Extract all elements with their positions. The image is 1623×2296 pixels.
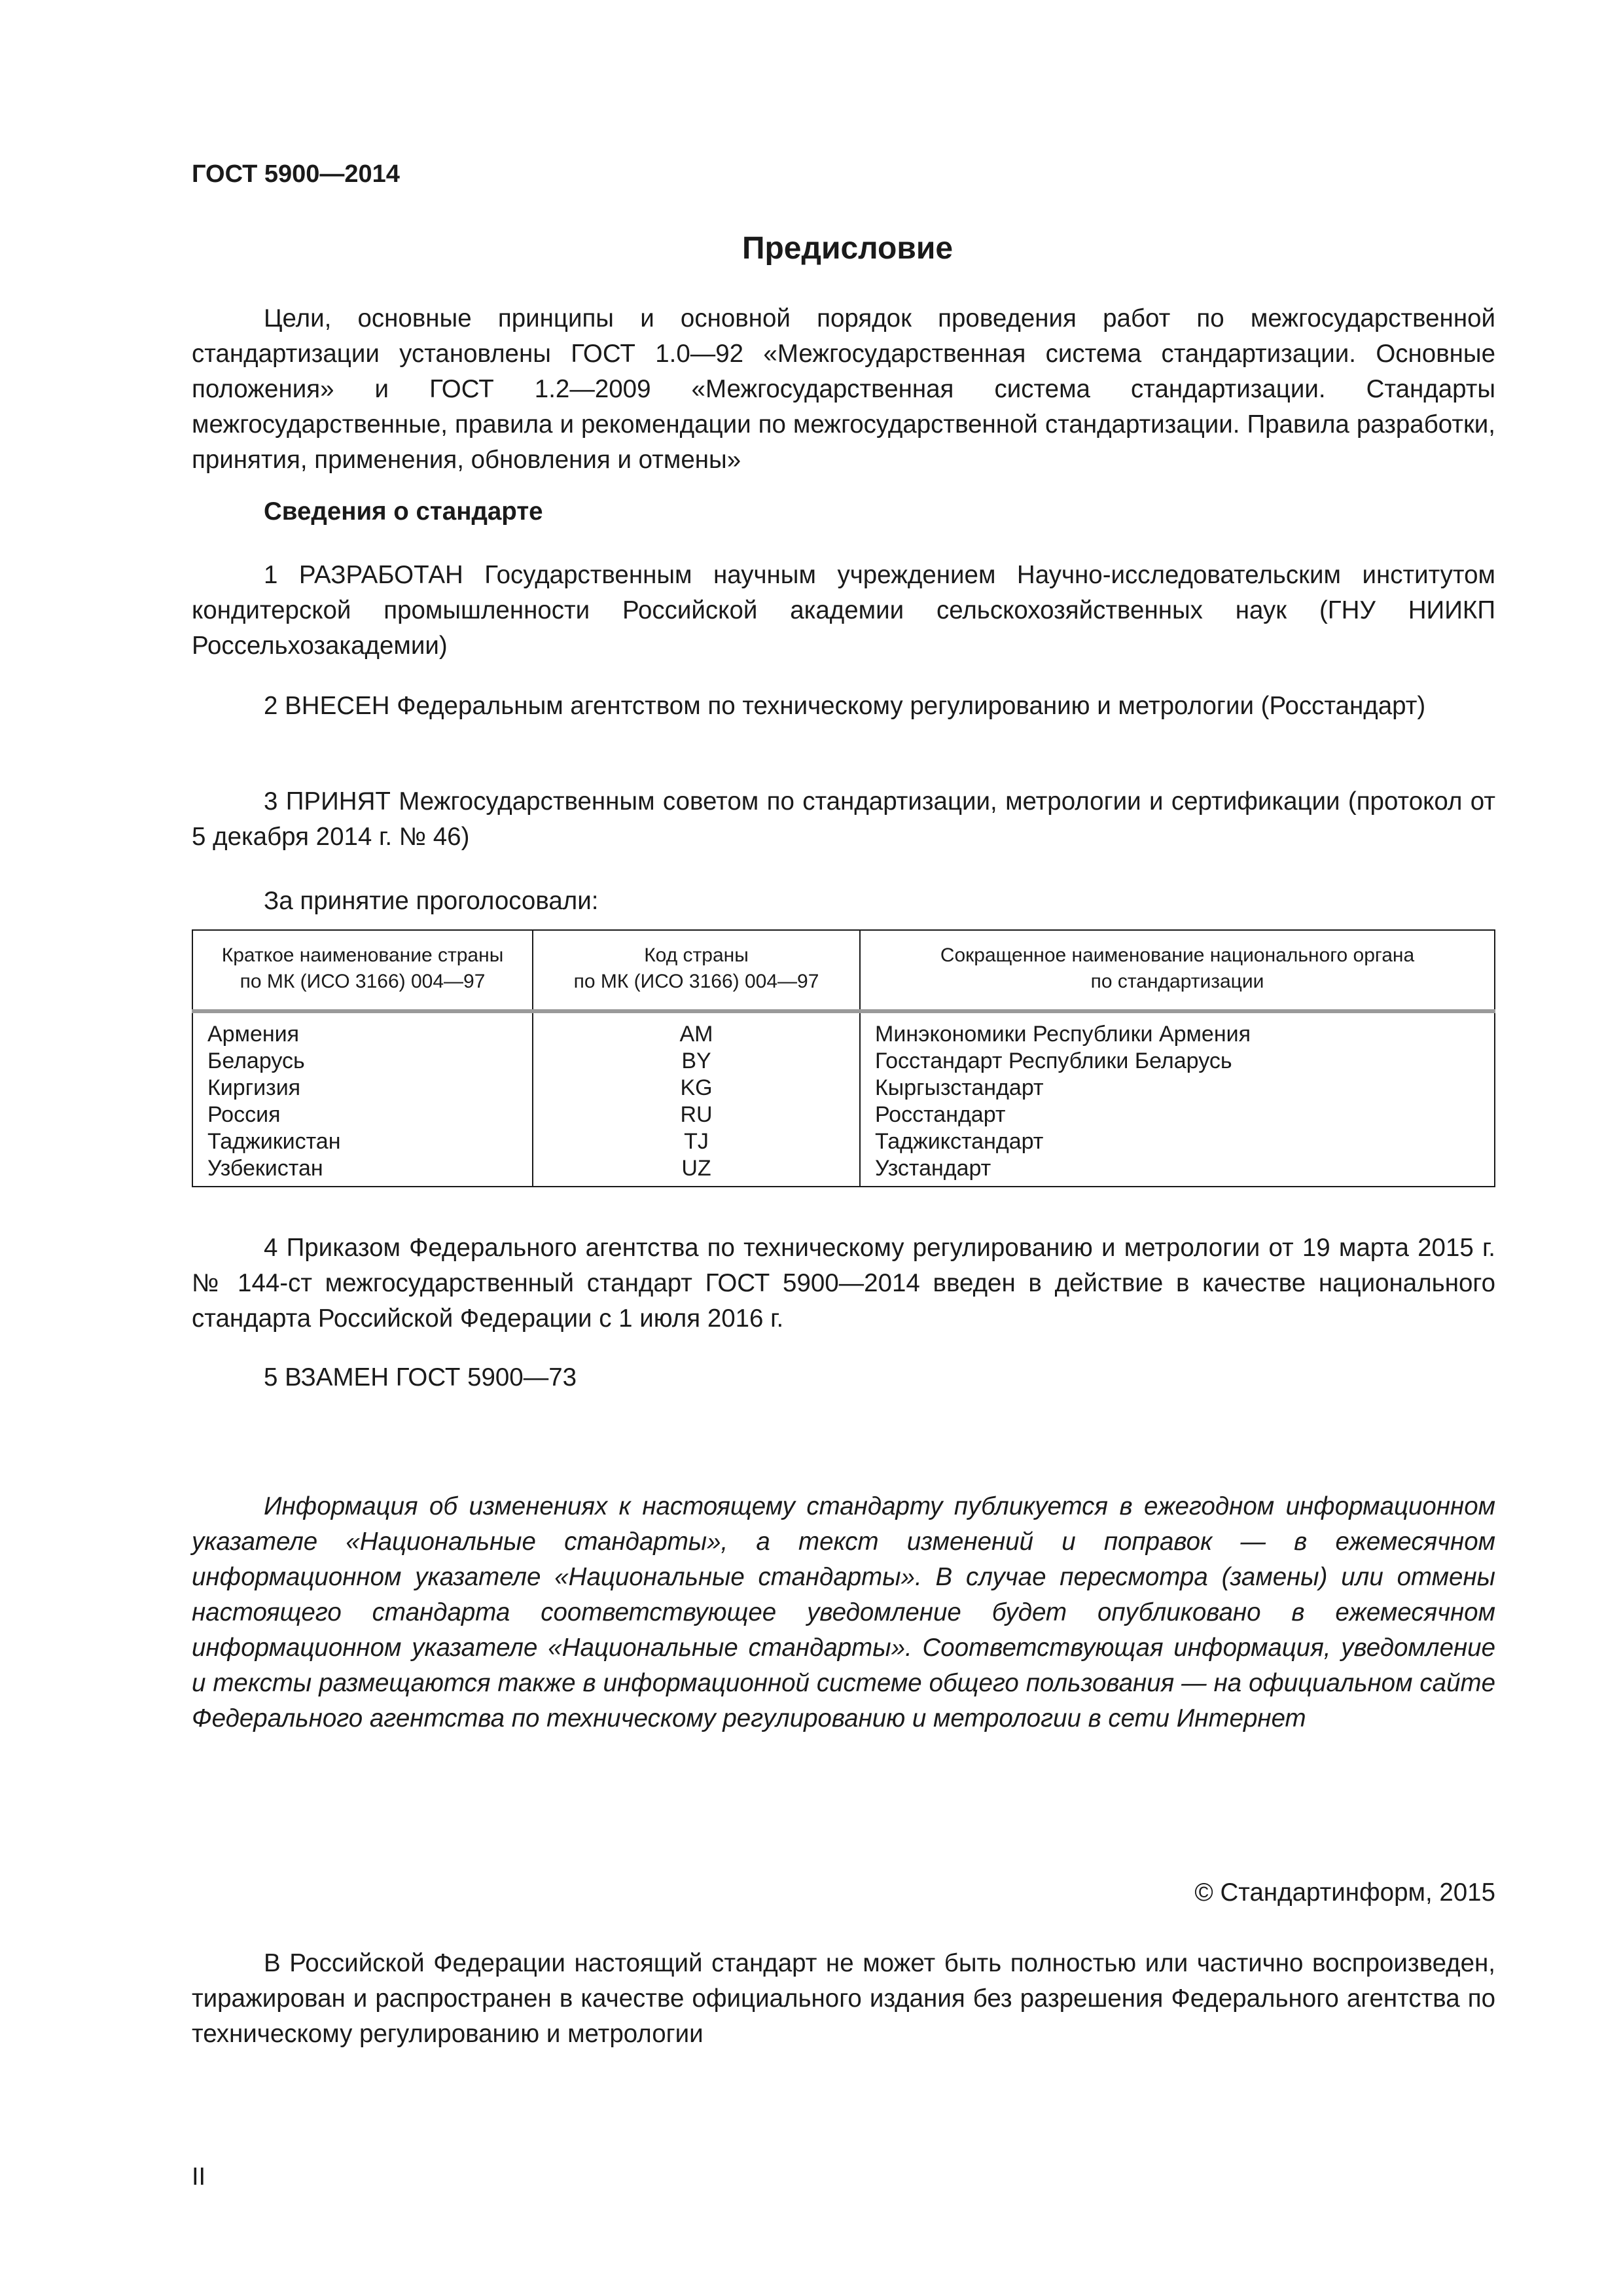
copyright: © Стандартинформ, 2015 [1194,1878,1495,1907]
country-name: Узбекистан [192,1155,533,1187]
page-number: II [192,2163,206,2191]
item-enacted: 4 Приказом Федерального агентства по техническому регулированию и метрологии от 19 марта 2015 г. № 144-ст межгосударственный стандарт ГОСТ 5900—2014 введен в действие в качестве национального стандарта Российской Федерации с 1 июля 2016 г. [192,1234,1495,1333]
table-row [192,1155,1495,1187]
table-row [192,1128,1495,1155]
country-name: Беларусь [192,1048,533,1075]
item-submitted: 2 ВНЕСЕН Федеральным агентством по техническому регулированию и метрологии (Росстандарт) [264,692,1426,720]
voting-countries-table [192,929,1495,1187]
document-id-header: ГОСТ 5900—2014 [192,160,400,188]
country-name: Россия [192,1102,533,1128]
country-code: RU [533,1102,860,1128]
country-name: Таджикистан [192,1128,533,1155]
country-name: Армения [192,1011,533,1048]
item-replaces: 5 ВЗАМЕН ГОСТ 5900—73 [264,1363,577,1391]
country-code: TJ [533,1128,860,1155]
vote-label: За принятие проголосовали: [264,887,599,915]
header-country-name: Краткое наименование страны по МК (ИСО 3166) 004—97 [192,930,533,1011]
national-body: Узстандарт [875,1156,991,1181]
table-row [192,1075,1495,1102]
standard-info-heading: Сведения о стандарте [264,497,543,526]
table-row [192,1102,1495,1128]
table-row [192,1048,1495,1075]
country-name: Киргизия [192,1075,533,1102]
country-code: UZ [533,1155,860,1187]
changes-notice: Информация об изменениях к настоящему стандарту публикуется в ежегодном информационном указателе «Национальные стандарты», а текст изменений и поправок — в ежемесячном информационном указателе «Национальные стандарты». В случае пересмотра (замены) или отмены настоящего стандарта соответствующее уведомление будет опубликовано в ежемесячном информационном указателе «Национальные стандарты». Соответствующая информация, уведомление и тексты размещаются также в информационной системе общего пользования — на официальном сайте Федерального агентства по техническому регулированию и метрологии в сети Интернет [192,1492,1495,1732]
country-code: BY [533,1048,860,1075]
table-row [192,1011,1495,1048]
national-body: Госстандарт Республики Беларусь [875,1049,1232,1073]
page-title: Предисловие [741,231,954,266]
national-body: Росстандарт [875,1102,1006,1127]
national-body: Минэкономики Республики Армения [875,1022,1251,1047]
table-header-row [192,930,1495,1011]
item-developed: 1 РАЗРАБОТАН Государственным научным учреждением Научно-исследовательским институтом кондитерской промышленности Российской академии сельскохозяйственных наук (ГНУ НИИКП Россельхозакадемии) [192,561,1495,660]
intro-paragraph: Цели, основные принципы и основной порядок проведения работ по межгосударственной стандартизации установлены ГОСТ 1.0—92 «Межгосударственная система стандартизации. Основные положения» и ГОСТ 1.2—2009 «Межгосударственная система стандартизации. Стандарты межгосударственные, правила и рекомендации по межгосударственной стандартизации. Правила разработки, принятия, применения, обновления и отмены» [192,304,1495,474]
item-adopted: 3 ПРИНЯТ Межгосударственным советом по стандартизации, метрологии и сертификации (протокол от 5 декабря 2014 г. № 46) [192,787,1495,851]
reproduction-restriction: В Российской Федерации настоящий стандарт не может быть полностью или частично воспроизведен, тиражирован и распространен в качестве официального издания без разрешения Федерального агентства по техническому регулированию и метрологии [192,1949,1495,2048]
header-national-body: Сокращенное наименование национального органа по стандартизации [860,930,1495,1011]
header-country-code: Код страны по МК (ИСО 3166) 004—97 [533,930,860,1011]
national-body: Таджикстандарт [875,1129,1044,1154]
country-code: AM [533,1011,860,1048]
national-body: Кыргызстандарт [875,1075,1044,1100]
country-code: KG [533,1075,860,1102]
